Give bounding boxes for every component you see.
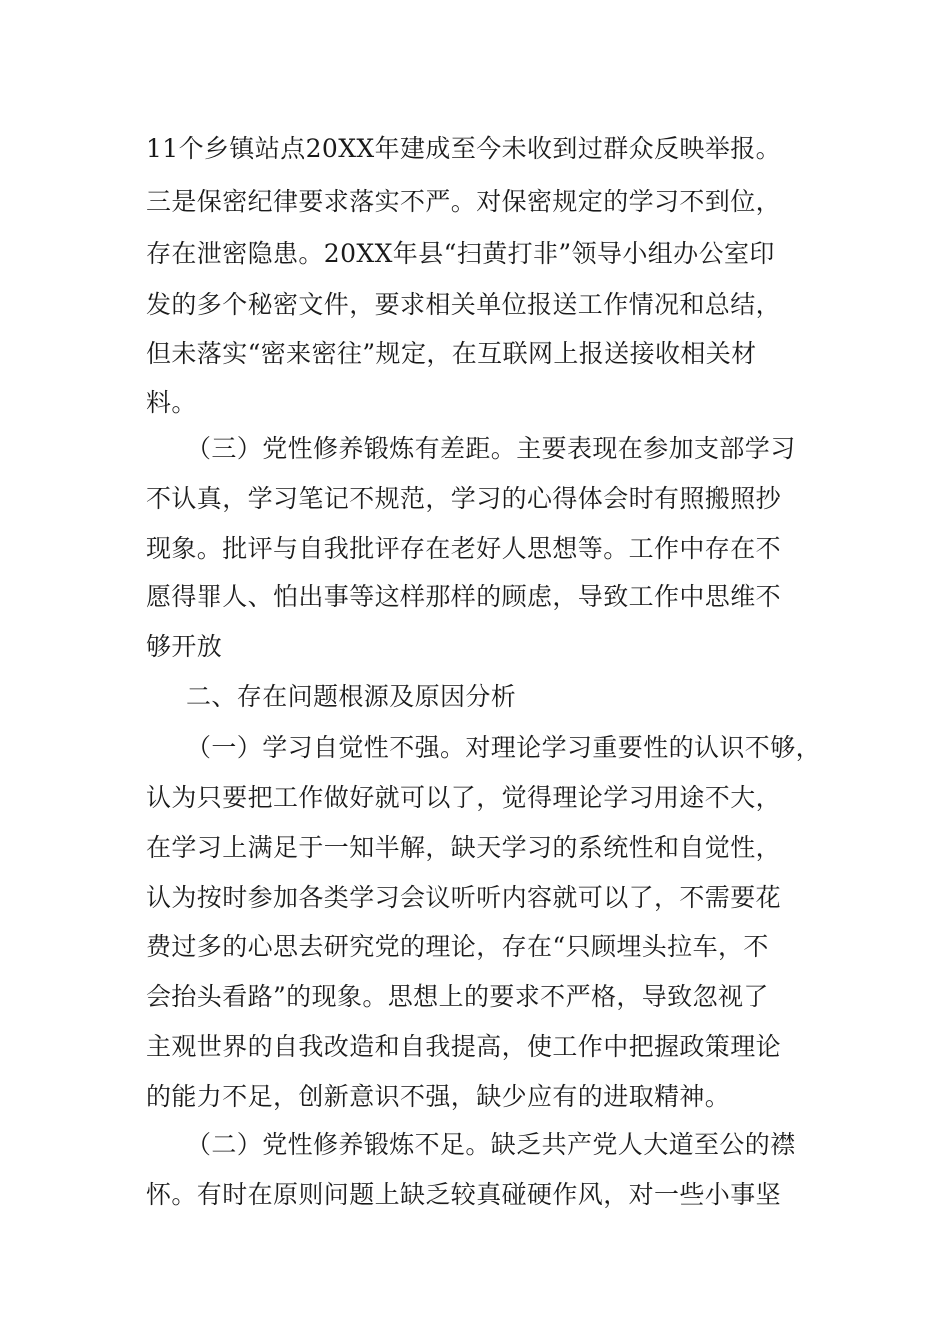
text-line: 费过多的心思去研究党的理论，存在“只顾埋头拉车，不 — [146, 932, 769, 961]
text-line: （三）党性修养锻炼有差距。主要表现在参加支部学习 — [186, 434, 796, 463]
text-line: 怀。有时在原则问题上缺乏较真碰硬作风，对一些小事坚 — [146, 1180, 782, 1209]
text-line: 主观世界的自我改造和自我提高，使工作中把握政策理论 — [146, 1032, 782, 1061]
text-line: 现象。批评与自我批评存在老好人思想等。工作中存在不 — [146, 534, 782, 563]
text-line: 料。 — [146, 388, 197, 417]
text-line: 的能力不足，创新意识不强，缺少应有的进取精神。 — [146, 1082, 731, 1111]
text-line: 但未落实“密来密往”规定，在互联网上报送接收相关材 — [146, 339, 757, 368]
text-line: 在学习上满足于一知半解，缺天学习的系统性和自觉性， — [146, 833, 782, 862]
text-line: 发的多个秘密文件，要求相关单位报送工作情况和总结， — [146, 290, 782, 319]
text-line: 存在泄密隐患。20XX年县“扫黄打非”领导小组办公室印 — [146, 239, 775, 268]
section-heading: 二、存在问题根源及原因分析 — [186, 682, 517, 711]
text-line: 会抬头看路”的现象。思想上的要求不严格，导致忽视了 — [146, 982, 769, 1011]
text-line: （二）党性修养锻炼不足。缺乏共产党人大道至公的襟 — [186, 1130, 796, 1159]
text-line: 够开放 — [146, 632, 223, 661]
text-line: 三是保密纪律要求落实不严。对保密规定的学习不到位， — [146, 187, 782, 216]
text-line: 愿得罪人、怕出事等这样那样的顾虑，导致工作中思维不 — [146, 582, 782, 611]
text-line: 11个乡镇站点20XX年建成至今未收到过群众反映举报。 — [146, 134, 782, 163]
text-line: 认为只要把工作做好就可以了，觉得理论学习用途不大， — [146, 783, 782, 812]
text-line: （一）学习自觉性不强。对理论学习重要性的认识不够， — [186, 733, 822, 762]
text-line: 不认真，学习笔记不规范，学习的心得体会时有照搬照抄 — [146, 484, 782, 513]
text-line: 认为按时参加各类学习会议听听内容就可以了，不需要花 — [146, 883, 782, 912]
